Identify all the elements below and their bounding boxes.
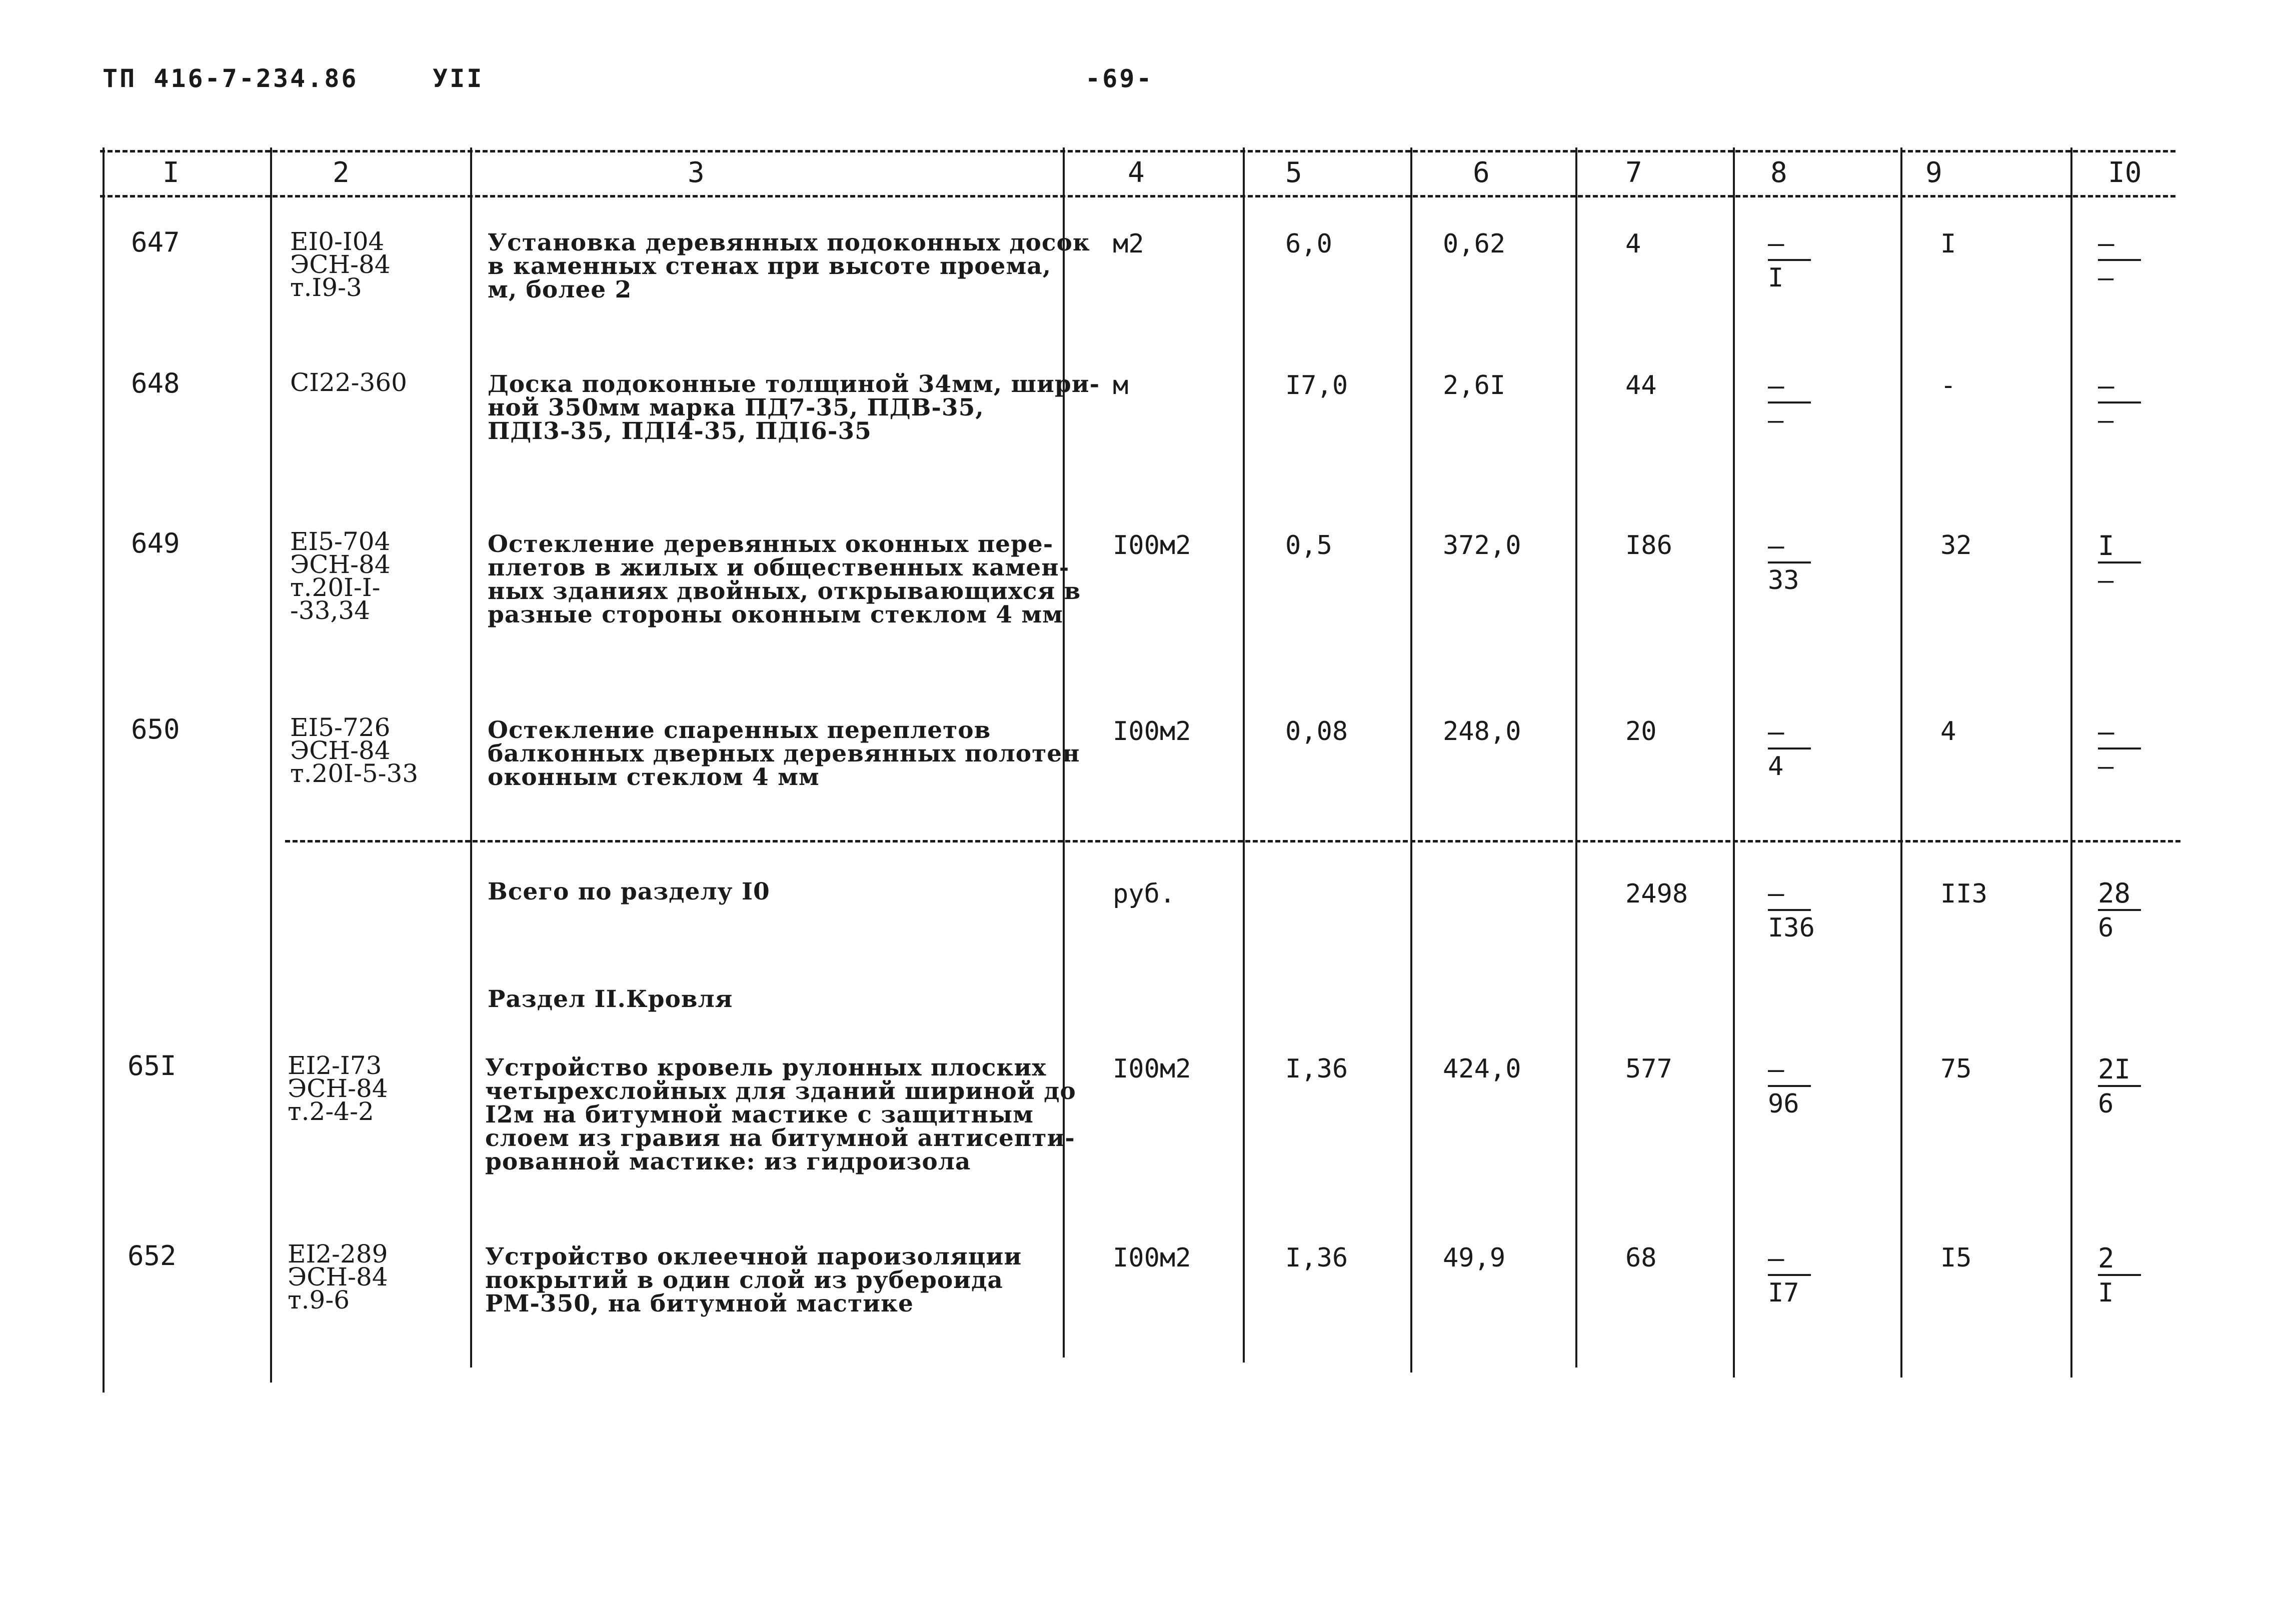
total-cost: 4 (1625, 229, 1641, 259)
page-number: -69- (1085, 64, 1154, 93)
unit-price: 424,0 (1443, 1054, 1521, 1084)
header-bottom-rule (100, 195, 2175, 198)
rate-code: EI5-704 ЭСН-84 т.20I-I- -33,34 (290, 527, 391, 625)
column-header: I (163, 156, 180, 189)
quantity: 0,08 (1285, 716, 1348, 746)
column-divider (1410, 148, 1412, 1372)
rate-code: EI2-289 ЭСН-84 т.9-6 (288, 1240, 388, 1314)
row-number: 650 (131, 714, 180, 745)
unit: м (1113, 370, 1129, 400)
unit: I00м2 (1113, 1054, 1191, 1084)
total-cost: 44 (1625, 370, 1657, 400)
total-cost: 2498 (1625, 879, 1688, 909)
unit-price: 372,0 (1443, 530, 1521, 560)
row-number: 649 (131, 528, 180, 559)
quantity: I7,0 (1285, 370, 1348, 400)
col9-value: I5 (1940, 1243, 1972, 1273)
rate-code: EI5-726 ЭСН-84 т.20I-5-33 (290, 713, 419, 788)
column-divider (470, 148, 472, 1368)
rate-code: CI22-360 (290, 368, 407, 397)
col9-value: - (1940, 370, 1956, 400)
column-divider (1575, 148, 1577, 1368)
column-header: 2 (333, 156, 350, 189)
work-description: Устройство кровель рулонных плоских четырехслойных для зданий шириной до I2м на битумной мастике с защитным слоем из гравия на битумной антисепти- рованной мастике: из гидроизола (485, 1054, 1076, 1176)
total-cost: I86 (1625, 530, 1672, 560)
quantity: 6,0 (1285, 229, 1332, 259)
work-description: Устройство оклеечной пароизоляции покрытий в один слой из рубероида РМ-350, на битумной мастике (485, 1243, 1022, 1318)
column-divider (270, 148, 272, 1382)
row-number: 648 (131, 368, 180, 399)
quantity: I,36 (1285, 1243, 1348, 1273)
row-number: 65I (128, 1050, 177, 1082)
unit: I00м2 (1113, 1243, 1191, 1273)
work-description: Остекление деревянных оконных пере- плетов в жилых и общественных камен- ных зданиях двойных, открывающихся в разные стороны оконным стеклом 4 мм (488, 530, 1081, 628)
total-cost: 20 (1625, 716, 1657, 746)
unit: I00м2 (1113, 716, 1191, 746)
unit-price: 0,62 (1443, 229, 1506, 259)
col9-value: II3 (1940, 879, 1987, 909)
rate-code: EI0-I04 ЭСН-84 т.I9-3 (290, 227, 391, 302)
unit-price: 248,0 (1443, 716, 1521, 746)
col9-value: I (1940, 229, 1956, 259)
unit: I00м2 (1113, 530, 1191, 560)
header-top-rule (100, 150, 2175, 152)
column-header: 4 (1128, 156, 1145, 189)
row-number: 647 (131, 226, 180, 258)
column-divider (2070, 148, 2072, 1378)
quantity: I,36 (1285, 1054, 1348, 1084)
column-header: 8 (1770, 156, 1787, 189)
column-divider (1733, 148, 1735, 1378)
rate-code: EI2-I73 ЭСН-84 т.2-4-2 (288, 1051, 388, 1126)
work-description: Установка деревянных подоконных досок в каменных стенах при высоте проема, м, более 2 (488, 229, 1090, 304)
column-header: 7 (1625, 156, 1642, 189)
column-header: 5 (1285, 156, 1302, 189)
col9-value: 4 (1940, 716, 1956, 746)
unit-price: 2,6I (1443, 370, 1506, 400)
quantity: 0,5 (1285, 530, 1332, 560)
column-header: I0 (2108, 156, 2142, 189)
column-divider (103, 148, 105, 1392)
volume-number: УII (433, 64, 484, 93)
col9-value: 75 (1940, 1054, 1972, 1084)
section-total-label: Всего по разделу I0 (488, 878, 770, 906)
column-header: 9 (1925, 156, 1942, 189)
column-header: 6 (1473, 156, 1490, 189)
total-cost: 577 (1625, 1054, 1672, 1084)
section-divider-rule (285, 840, 2180, 842)
column-header: 3 (688, 156, 705, 189)
section-heading: Раздел II.Кровля (488, 986, 733, 1013)
unit-price: 49,9 (1443, 1243, 1506, 1273)
total-cost: 68 (1625, 1243, 1657, 1273)
document-code: ТП 416-7-234.86 (103, 64, 359, 93)
column-divider (1900, 148, 1902, 1378)
unit: м2 (1113, 229, 1144, 259)
row-number: 652 (128, 1240, 177, 1272)
work-description: Доска подоконные толщиной 34мм, шири- ной 350мм марка ПД7-35, ПДВ-35, ПДI3-35, ПДI4-35, ПДI6-35 (488, 370, 1100, 445)
unit: руб. (1113, 879, 1176, 909)
work-description: Остекление спаренных переплетов балконных дверных деревянных полотен оконным стеклом 4 мм (488, 716, 1080, 791)
column-divider (1243, 148, 1245, 1362)
col9-value: 32 (1940, 530, 1972, 560)
